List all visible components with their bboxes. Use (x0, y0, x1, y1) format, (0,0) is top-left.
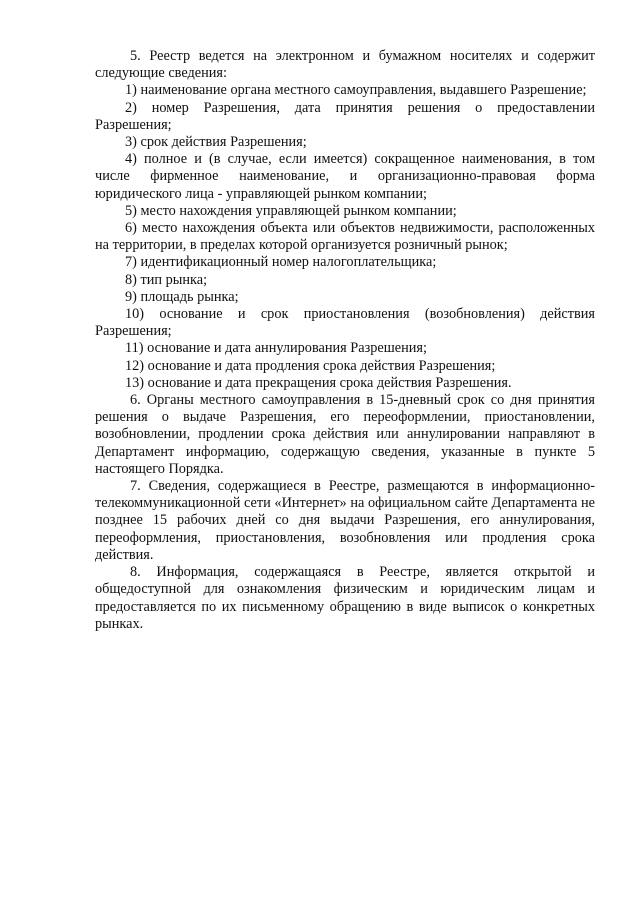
list-item-10: 10) основание и срок приостановления (возобновления) действия Разрешения; (95, 306, 595, 340)
list-item-11: 11) основание и дата аннулирования Разрешения; (125, 340, 427, 357)
list-item-3: 3) срок действия Разрешения; (125, 134, 307, 151)
paragraph-5: 5. Реестр ведется на электронном и бумажном носителях и содержит следующие сведения: (95, 48, 595, 82)
paragraph-7: 7. Сведения, содержащиеся в Реестре, размещаются в информационно-телекоммуникационной сети «Интернет» на официальном сайте Департамента не позднее 15 рабочих дней со дня выдачи Разрешения, его аннулирования, переоформления, приостановления, возобновления или продления срока действия. (95, 478, 595, 563)
list-item-13: 13) основание и дата прекращения срока действия Разрешения. (125, 374, 512, 391)
list-item-12: 12) основание и дата продления срока действия Разрешения; (125, 357, 496, 374)
list-item-2: 2) номер Разрешения, дата принятия решения о предоставлении Разрешения; (95, 99, 595, 133)
paragraph-6: 6. Органы местного самоуправления в 15-дневный срок со дня принятия решения о выдаче Разрешения, его переоформлении, приостановлении, возобновлении, продлении срока действия или аннулировании направляют в Департамент информацию, содержащую сведения, указанные в пункте 5 настоящего Порядка. (95, 392, 595, 477)
list-item-8: 8) тип рынка; (125, 271, 208, 288)
list-item-6: 6) место нахождения объекта или объектов недвижимости, расположенных на территории, в пределах которой организуется розничный рынок; (95, 220, 595, 254)
list-item-1: 1) наименование органа местного самоуправления, выдавшего Разрешение; (125, 82, 587, 99)
paragraph-8: 8. Информация, содержащаяся в Реестре, является открытой и общедоступной для ознакомления физическим и юридическим лицам и предоставляется по их письменному обращению в виде выписок о конкретных рынках. (95, 564, 595, 632)
list-item-4: 4) полное и (в случае, если имеется) сокращенное наименования, в том числе фирменное наименование, и организационно-правовая форма юридического лица - управляющей рынком компании; (95, 151, 595, 202)
list-item-7: 7) идентификационный номер налогоплательщика; (125, 254, 437, 271)
list-item-5: 5) место нахождения управляющей рынком компании; (125, 202, 457, 219)
document-body (95, 48, 595, 633)
list-item-9: 9) площадь рынка; (125, 288, 239, 305)
